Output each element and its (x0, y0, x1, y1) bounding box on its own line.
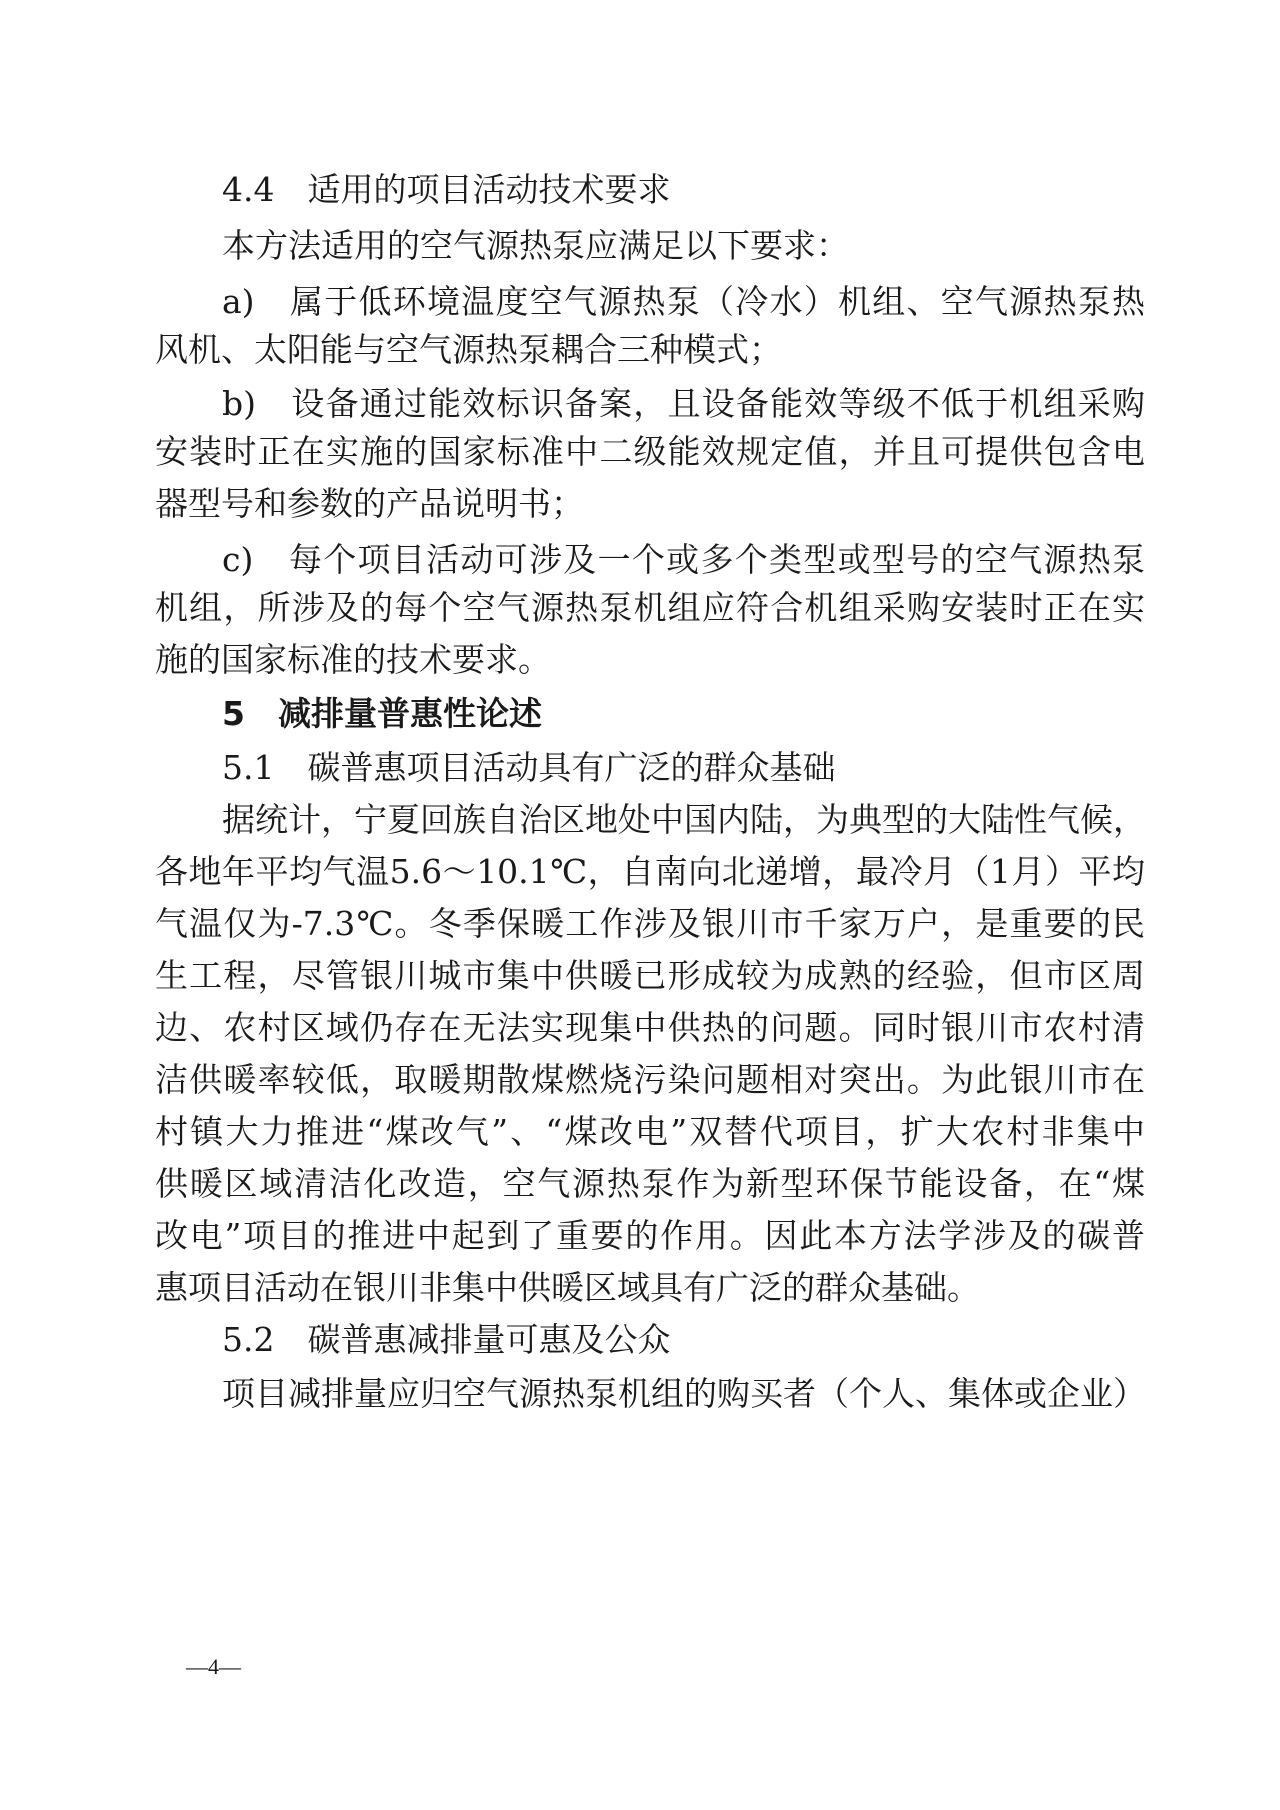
section-heading-5-1: 5.1 碳普惠项目活动具有广泛的群众基础 (222, 748, 836, 787)
paragraph-line: 项目减排量应归空气源热泵机组的购买者（个人、集体或企业） (222, 1374, 1146, 1413)
paragraph-line: 边、农村区域仍存在无法实现集中供热的问题。同时银川市农村清 (155, 1008, 1145, 1047)
section-heading-5: 5 减排量普惠性论述 (222, 694, 542, 733)
paragraph-line: 村镇大力推进“煤改气”、“煤改电”双替代项目，扩大农村非集中 (155, 1112, 1145, 1151)
section-heading-4-4: 4.4 适用的项目活动技术要求 (222, 170, 671, 209)
paragraph-line: 惠项目活动在银川非集中供暖区域具有广泛的群众基础。 (155, 1268, 980, 1307)
paragraph-line: 洁供暖率较低，取暖期散煤燃烧污染问题相对突出。为此银川市在 (155, 1060, 1145, 1099)
list-item-b-line: 器型号和参数的产品说明书； (155, 484, 584, 523)
paragraph-line: 生工程，尽管银川城市集中供暖已形成较为成熟的经验，但市区周 (155, 956, 1145, 995)
list-item-c-line: c) 每个项目活动可涉及一个或多个类型或型号的空气源热泵 (222, 540, 1145, 579)
section-heading-5-2: 5.2 碳普惠减排量可惠及公众 (222, 1320, 671, 1359)
paragraph-line: 气温仅为-7.3℃。冬季保暖工作涉及银川市千家万户，是重要的民 (155, 904, 1145, 943)
paragraph-line: 改电”项目的推进中起到了重要的作用。因此本方法学涉及的碳普 (155, 1216, 1145, 1255)
list-item-c-line: 施的国家标准的技术要求。 (155, 640, 551, 679)
paragraph-line: 本方法适用的空气源热泵应满足以下要求： (222, 226, 849, 265)
list-item-a-line: a) 属于低环境温度空气源热泵（冷水）机组、空气源热泵热 (222, 282, 1145, 321)
list-item-a-line: 风机、太阳能与空气源热泵耦合三种模式； (155, 330, 782, 369)
list-item-b-line: b) 设备通过能效标识备案，且设备能效等级不低于机组采购 (222, 384, 1145, 423)
page-number: —4— (186, 1654, 241, 1679)
paragraph-line: 各地年平均气温5.6～10.1℃，自南向北递增，最冷月（1月）平均 (155, 852, 1145, 891)
list-item-c-line: 机组，所涉及的每个空气源热泵机组应符合机组采购安装时正在实 (155, 588, 1145, 627)
list-item-b-line: 安装时正在实施的国家标准中二级能效规定值，并且可提供包含电 (155, 432, 1145, 471)
paragraph-line: 供暖区域清洁化改造，空气源热泵作为新型环保节能设备，在“煤 (155, 1164, 1145, 1203)
paragraph-line: 据统计，宁夏回族自治区地处中国内陆，为典型的大陆性气候， (222, 800, 1146, 839)
